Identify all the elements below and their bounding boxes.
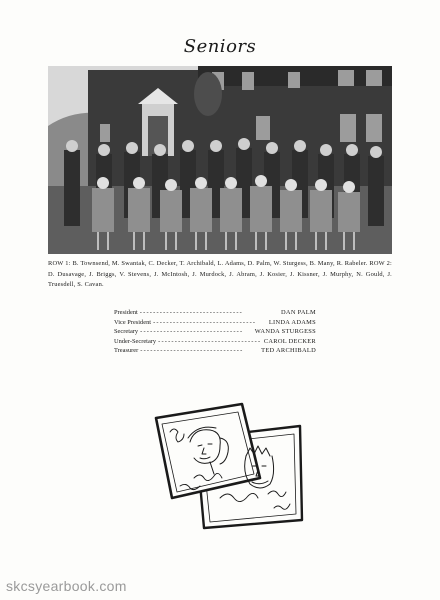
officer-name: WANDA STURGESS — [254, 328, 316, 336]
class-officers-list — [114, 308, 316, 356]
leader-dots: ------------------------------- — [140, 347, 244, 355]
photo-caption: ROW 1: B. Townsend, M. Swantak, C. Decker, T. Archibald, L. Adams, D. Palm, W. Sturgess, B. Many, R. Rabeler. ROW 2: D. Dusavage, J. Briggs, V. Stevens, J. McIntosh, J. Murdock, J. Abram, J. Kosier, J. Kissner, J. Murphy, N. Gould, J. Truesdell, S. Cavan. — [48, 260, 392, 288]
officer-row-under-secretary — [114, 337, 316, 347]
class-group-photo — [48, 66, 392, 254]
officer-title: President — [114, 309, 138, 316]
portrait-frame-front — [156, 404, 260, 498]
officer-row-treasurer — [114, 346, 316, 356]
officer-row-president — [114, 308, 316, 318]
officer-name: DAN PALM — [280, 309, 316, 316]
officer-name: TED ARCHIBALD — [261, 347, 316, 355]
leader-dots: ------------------------------- — [158, 337, 262, 345]
officer-name: CAROL DECKER — [263, 337, 316, 345]
officer-title: Treasurer — [114, 347, 139, 355]
officer-name: LINDA ADAMS — [268, 318, 316, 326]
cartoon-portraits-illustration — [150, 402, 310, 532]
site-watermark: skcsyearbook.com — [6, 578, 127, 594]
leader-dots: ------------------------------- — [140, 328, 244, 336]
officer-title: Under-Secretary — [114, 337, 157, 345]
leader-dots: ------------------------------- — [139, 309, 243, 316]
page-title: Seniors — [183, 36, 257, 57]
leader-dots: ------------------------------- — [153, 318, 257, 326]
officer-row-vice-president — [114, 318, 316, 328]
officer-title: Vice President — [114, 318, 152, 326]
officer-title: Secretary — [114, 328, 139, 336]
officer-row-secretary — [114, 327, 316, 337]
